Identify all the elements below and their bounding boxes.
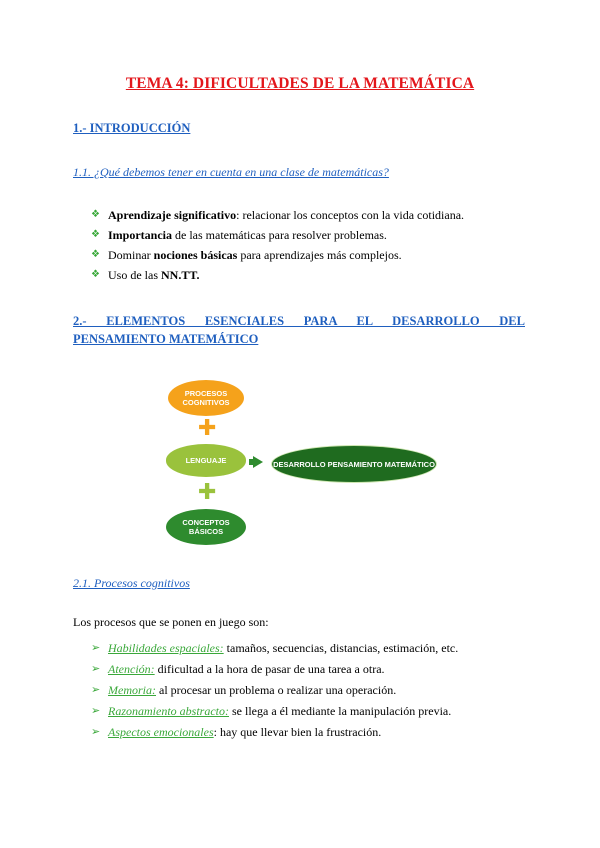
arrow-bullet-icon: ➢	[91, 684, 101, 696]
list-item	[91, 701, 458, 722]
list-item	[91, 722, 458, 743]
item-text: tamaños, secuencias, distancias, estimación, etc.	[226, 641, 459, 655]
list-item	[91, 680, 458, 701]
bullet-text: : relacionar los conceptos con la vida cotidiana.	[236, 208, 465, 222]
item-text: dificultad a la hora de pasar de una tarea a otra.	[157, 662, 385, 676]
heading-introduccion: 1.- INTRODUCCIÓN	[73, 121, 191, 135]
diagram-node-conceptos: CONCEPTOS BÁSICOS	[166, 509, 246, 545]
bullet-text: para aprendizajes más complejos.	[237, 248, 402, 262]
bullet-text: de las matemáticas para resolver problemas.	[172, 228, 387, 242]
heading-elementos-esenciales: 2.- ELEMENTOS ESENCIALES PARA EL DESARROLLO DEL	[73, 314, 525, 328]
bullet-pre: Uso de las	[108, 268, 161, 282]
list-item	[91, 659, 458, 680]
list-item	[91, 265, 464, 285]
plus-icon: ✚	[198, 480, 217, 505]
bullet-pre: Dominar	[108, 248, 154, 262]
arrow-bullet-icon: ➢	[91, 642, 101, 654]
diagram-node-lenguaje: LENGUAJE	[166, 444, 246, 477]
heading-elementos-esenciales-line2: PENSAMIENTO MATEMÁTICO	[73, 332, 259, 346]
item-term: Atención:	[108, 662, 155, 676]
diamond-bullet-icon: ❖	[91, 249, 100, 260]
procesos-list	[91, 638, 458, 743]
subheading-procesos-cognitivos: 2.1. Procesos cognitivos	[73, 576, 190, 590]
subheading-clase-matematicas: 1.1. ¿Qué debemos tener en cuenta en una clase de matemáticas?	[73, 165, 389, 179]
list-item	[91, 205, 464, 225]
list-item	[91, 638, 458, 659]
plus-icon: ✚	[198, 416, 217, 441]
concept-diagram	[160, 375, 450, 550]
item-text: al procesar un problema o realizar una operación.	[159, 683, 397, 697]
item-term: Razonamiento abstracto:	[108, 704, 229, 718]
bullet-bold: Aprendizaje significativo	[108, 208, 237, 222]
diamond-bullet-icon: ❖	[91, 269, 100, 280]
arrow-right-icon	[253, 456, 263, 468]
diagram-node-desarrollo: DESARROLLO PENSAMIENTO MATEMÁTICO	[271, 445, 437, 483]
diamond-bullet-icon: ❖	[91, 229, 100, 240]
diamond-bullet-icon: ❖	[91, 209, 100, 220]
arrow-bullet-icon: ➢	[91, 726, 101, 738]
item-text: se llega a él mediante la manipulación previa.	[232, 704, 452, 718]
page-title: TEMA 4: DIFICULTADES DE LA MATEMÁTICA	[125, 75, 475, 92]
item-text: : hay que llevar bien la frustración.	[213, 725, 382, 739]
item-term: Memoria:	[108, 683, 156, 697]
bullet-bold: Importancia	[108, 228, 172, 242]
item-term: Aspectos emocionales	[108, 725, 214, 739]
list-item	[91, 225, 464, 245]
arrow-bullet-icon: ➢	[91, 705, 101, 717]
arrow-bullet-icon: ➢	[91, 663, 101, 675]
bullet-bold: NN.TT.	[161, 268, 200, 282]
item-term: Habilidades espaciales:	[108, 641, 224, 655]
bullet-bold: nociones básicas	[153, 248, 238, 262]
procesos-intro: Los procesos que se ponen en juego son:	[73, 615, 269, 629]
bullet-list	[91, 205, 464, 285]
diagram-node-procesos: PROCESOS COGNITIVOS	[168, 380, 244, 416]
list-item	[91, 245, 464, 265]
